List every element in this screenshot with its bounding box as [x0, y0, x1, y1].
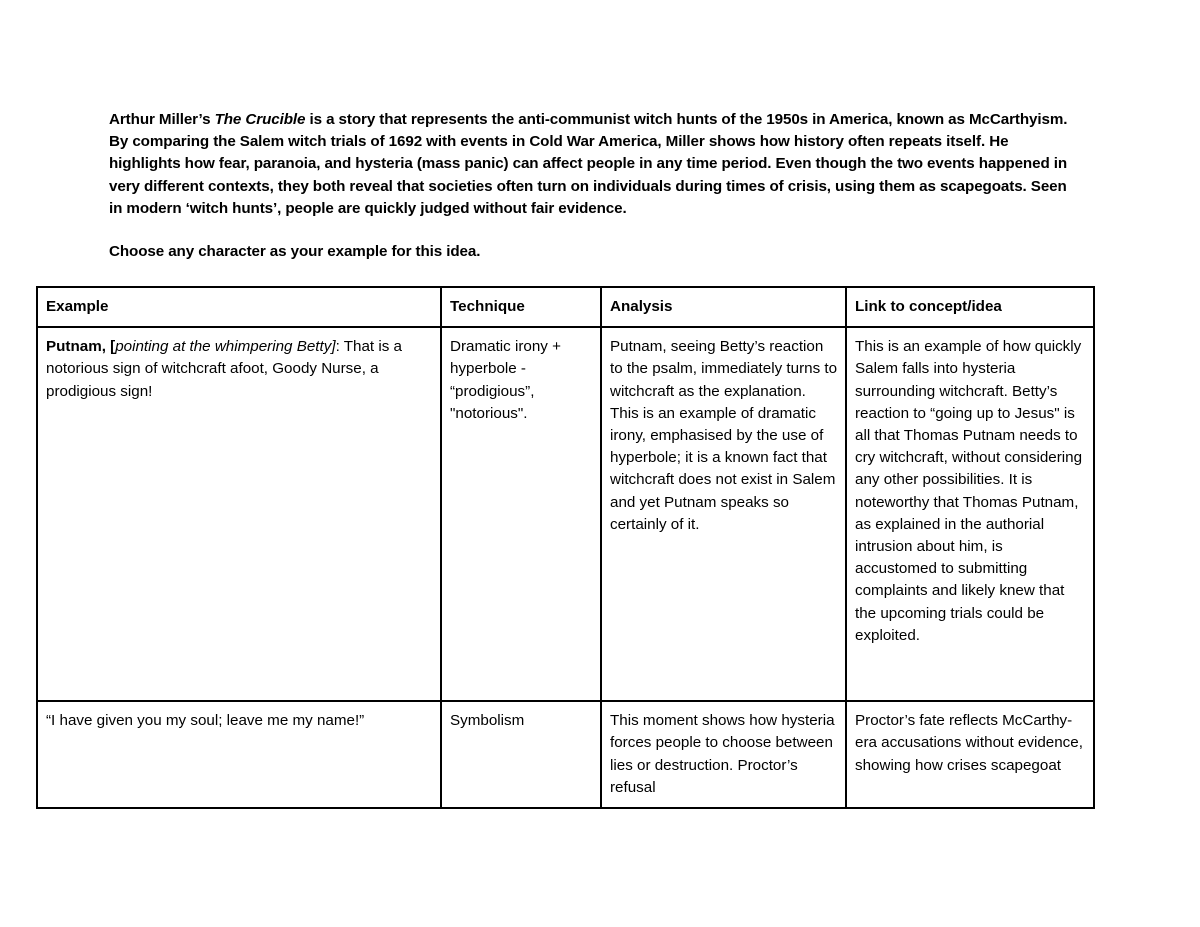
cell-technique: Dramatic irony + hyperbole - “prodigious”, "notorious".: [441, 327, 601, 701]
example-quote: : That is a notorious sign of witchcraft afoot, Goody Nurse, a prodigious sign!: [46, 338, 402, 400]
intro-text-rest: is a story that represents the anti-communist witch hunts of the 1950s in America, known as McCarthyism. By comparing the Salem witch trials of 1692 with events in Cold War America, Miller shows how history often repeats itself. He highlights how fear, paranoia, and hysteria (mass panic) can affect people in any time period. Even though the two events happened in very different contexts, they both reveal that societies often turn on individuals during times of crisis, using them as scapegoats. Seen in modern ‘witch hunts’, people are quickly judged without fair evidence.: [109, 111, 1068, 217]
table-header-row: [37, 287, 1094, 327]
intro-text-start: Arthur Miller’s: [109, 111, 215, 128]
intro-paragraph: [109, 109, 1079, 220]
analysis-table: [36, 286, 1095, 809]
cell-link: This is an example of how quickly Salem falls into hysteria surrounding witchcraft. Betty’s reaction to “going up to Jesus" is all that Thomas Putnam needs to cry witchcraft, without considering any other possibilities. It is noteworthy that Thomas Putnam, as explained in the authorial intrusion about him, is accustomed to submitting complaints and likely knew that the upcoming trials could be exploited.: [846, 327, 1094, 701]
example-speaker: Putnam, [: [46, 338, 116, 356]
header-link: Link to concept/idea: [846, 287, 1094, 327]
cell-analysis: This moment shows how hysteria forces people to choose between lies or destruction. Proctor’s refusal: [601, 701, 846, 808]
header-analysis: Analysis: [601, 287, 846, 327]
cell-link: Proctor’s fate reflects McCarthy-era accusations without evidence, showing how crises scapegoat: [846, 701, 1094, 808]
task-prompt: Choose any character as your example for this idea.: [109, 243, 481, 261]
intro-section: [109, 109, 1079, 263]
cell-analysis: Putnam, seeing Betty’s reaction to the psalm, immediately turns to witchcraft as the explanation. This is an example of dramatic irony, emphasised by the use of hyperbole; it is a known fact that witchcraft does not exist in Salem and yet Putnam speaks so certainly of it.: [601, 327, 846, 701]
header-technique: Technique: [441, 287, 601, 327]
cell-example: [37, 327, 441, 701]
book-title: The Crucible: [214, 111, 306, 128]
table-row: [37, 701, 1094, 808]
example-stage-direction: pointing at the whimpering Betty]: [115, 338, 336, 356]
cell-technique: Symbolism: [441, 701, 601, 808]
table-row: [37, 327, 1094, 701]
header-example: Example: [37, 287, 441, 327]
cell-example: “I have given you my soul; leave me my name!”: [37, 701, 441, 808]
